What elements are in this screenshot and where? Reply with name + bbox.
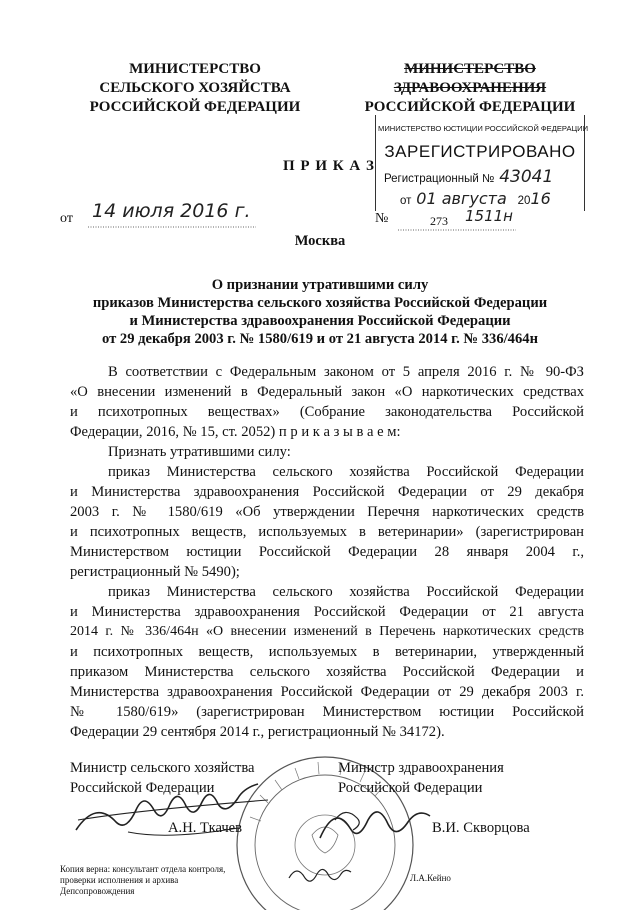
order-date-handwritten: 14 июля 2016 г.	[92, 200, 251, 222]
stamp-date-row	[400, 189, 551, 208]
left-signatory-line: Российской Федерации	[70, 780, 215, 796]
copy-note-line: Депсопровождения	[60, 886, 135, 896]
body-line: приказом Министерства сельского хозяйства Российской Федерации и	[70, 664, 584, 680]
copy-initials: Л.А.Кейно	[410, 873, 451, 883]
stamp-year-prefix: 20	[517, 195, 531, 207]
body-line: 2003 г. № 1580/619 «Об утверждении Перечня наркотических средств	[70, 504, 584, 520]
body-line: Федерации 29 сентября 2014 г., регистрационный № 34172).	[70, 724, 445, 740]
subject-line: О признании утратившими силу	[211, 277, 429, 293]
order-title: П Р И К А З	[283, 158, 375, 174]
copy-note	[60, 864, 225, 897]
body-line: и Министерства здравоохранения Российской Федерации от 21 августа	[70, 604, 584, 620]
order-date-prefix: от	[60, 211, 73, 226]
body-line: Министерством юстиции Российской Федерации 28 января 2004 г.,	[70, 544, 584, 560]
body-line: Федерации, 2016, № 15, ст. 2052) п р и к а з ы в а е м:	[70, 424, 401, 440]
body-line: Признать утратившими силу:	[108, 444, 291, 460]
order-number-part2: 1511н	[465, 207, 513, 225]
copy-note-line: проверки исполнения и архива	[60, 875, 179, 885]
body-line: приказ Министерства сельского хозяйства Российской Федерации	[108, 464, 584, 480]
stamp-date-handwritten: 01 августа	[416, 189, 507, 208]
order-subject	[40, 276, 600, 348]
order-number-part1: 273	[430, 214, 448, 228]
left-ministry-header	[80, 60, 310, 117]
right-ministry-line: ЗДРАВООХРАНЕНИЯ	[393, 80, 547, 96]
stamp-date-prefix: от	[400, 195, 412, 207]
subject-line: и Министерства здравоохранения Российской Федерации	[129, 313, 511, 329]
body-line: регистрационный № 5490);	[70, 564, 240, 580]
body-line: и психотропных веществ, используемых в ветеринарии, утвержденный	[70, 644, 584, 660]
left-signatory-name: А.Н. Ткачев	[168, 820, 243, 836]
stamp-status: ЗАРЕГИСТРИРОВАНО	[384, 142, 576, 161]
body-line: и психотропных веществ, используемых в ветеринарии» (зарегистрирован	[70, 524, 584, 540]
order-city: Москва	[294, 233, 346, 249]
subject-line: приказов Министерства сельского хозяйства Российской Федерации	[92, 295, 548, 311]
subject-line: от 29 декабря 2003 г. № 1580/619 и от 21 августа 2014 г. № 336/464н	[102, 331, 538, 347]
order-number-label: №	[375, 211, 389, 226]
left-ministry-line: РОССИЙСКОЙ ФЕДЕРАЦИИ	[89, 99, 301, 115]
left-signatory-line: Министр сельского хозяйства	[70, 760, 255, 776]
left-ministry-line: СЕЛЬСКОГО ХОЗЯЙСТВА	[99, 80, 291, 96]
registration-stamp	[375, 115, 589, 211]
stamp-reg-number: 43041	[499, 167, 554, 187]
copy-signature-icon	[285, 862, 355, 886]
stamp-ministry: МИНИСТЕРСТВО ЮСТИЦИИ РОССИЙСКОЙ ФЕДЕРАЦИИ	[378, 124, 589, 133]
copy-note-line: Копия верна: консультант отдела контроля,	[60, 864, 226, 874]
body-line: и Министерства здравоохранения Российской Федерации от 29 декабря	[70, 484, 584, 500]
right-signatory-title	[338, 758, 504, 798]
stamp-reg-label: Регистрационный №	[384, 173, 495, 185]
body-line: «О внесении изменений в Федеральный закон «О наркотических средствах	[70, 384, 584, 400]
right-signature-icon	[315, 800, 435, 850]
stamp-year-handwritten: 16	[530, 189, 551, 208]
body-line: 2014 г. № 336/464н «О внесении изменений в Перечень наркотических средств	[70, 624, 584, 639]
right-signatory-name: В.И. Скворцова	[432, 820, 530, 836]
right-signatory-line: Российской Федерации	[338, 780, 483, 796]
right-ministry-line: МИНИСТЕРСТВО	[404, 61, 536, 77]
left-ministry-line: МИНИСТЕРСТВО	[129, 61, 261, 77]
body-line: В соответствии с Федеральным законом от 5 апреля 2016 г. № 90-ФЗ	[108, 364, 584, 380]
body-line: Министерства здравоохранения Российской Федерации от 29 декабря 2003 г.	[70, 684, 584, 700]
body-line: и психотропных веществах» (Собрание законодательства Российской	[70, 404, 584, 420]
right-ministry-line: РОССИЙСКОЙ ФЕДЕРАЦИИ	[364, 99, 576, 115]
body-line: № 1580/619» (зарегистрирован Министерством юстиции Российской	[70, 704, 584, 720]
right-ministry-header	[355, 60, 585, 117]
right-signatory-line: Министр здравоохранения	[338, 760, 504, 776]
order-date-underline	[88, 226, 258, 230]
body-line: приказ Министерства сельского хозяйства Российской Федерации	[108, 584, 584, 600]
stamp-reg-row	[384, 167, 553, 187]
